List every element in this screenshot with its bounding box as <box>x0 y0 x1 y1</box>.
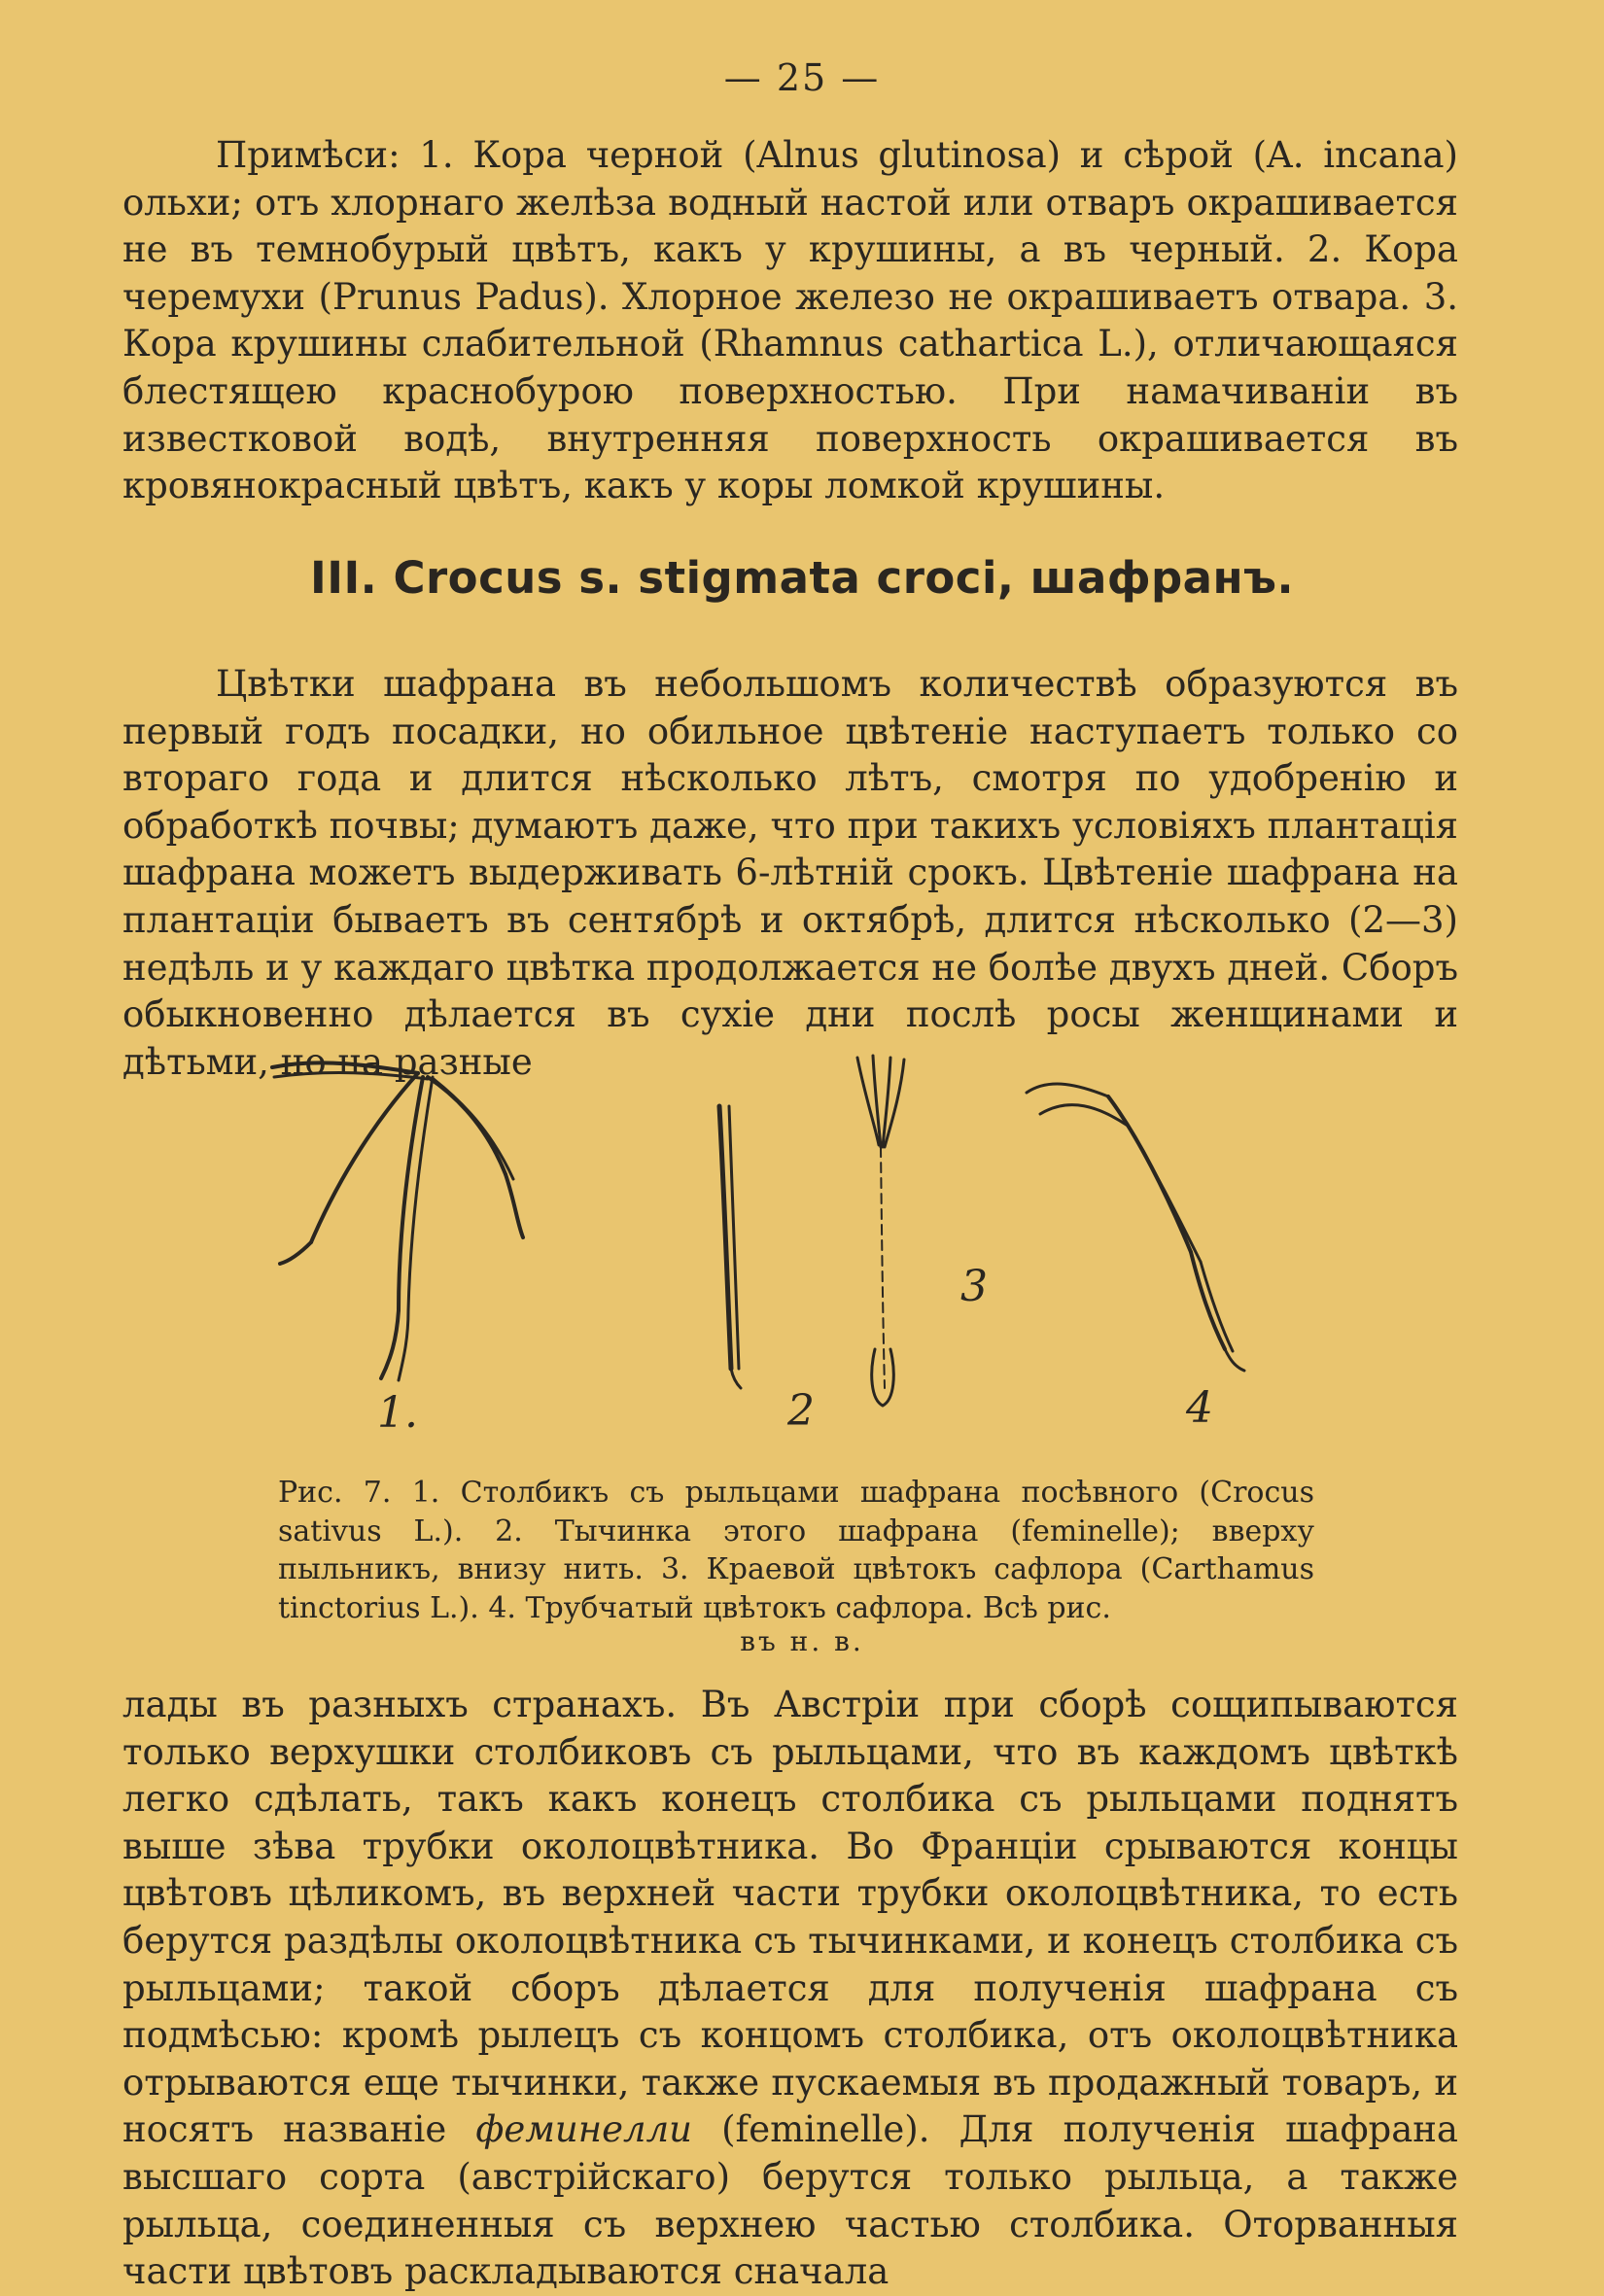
tubular-floret-drawing <box>1027 1084 1244 1371</box>
section-heading: III. Crocus s. stigmata croci, шафранъ. <box>309 552 1295 604</box>
figure-label-2: 2 <box>787 1386 815 1436</box>
saffron-style-drawing <box>272 1062 523 1380</box>
stamen-drawing <box>719 1106 741 1388</box>
figure-7 <box>262 1038 1312 1446</box>
continuation-text-start: лады въ разныхъ странахъ. Въ Австріи при сборѣ сощипываются только верхушки столбиковъ съ рыльцами, что въ каждомъ цвѣткѣ легко сдѣлать, такъ какъ конецъ столбика съ рыльцами поднятъ выше зѣва трубки околоцвѣтника. Во Франціи срываются концы цвѣтовъ цѣликомъ, въ верхней части трубки околоцвѣтника, то есть берутся раздѣлы околоцвѣтника съ тычинками, и конецъ столбика съ рыльцами; такой сборъ дѣлается для полученія шафрана съ подмѣсью: кромѣ рылецъ съ концомъ столбика, отъ околоцвѣтника отрываются еще тычинки, также пускаемыя въ продажный товаръ, и носятъ названіе <box>122 1684 1458 2151</box>
admixtures-paragraph: Примѣси: 1. Кора черной (Alnus glutinosa) и сѣрой (A. incana) ольхи; отъ хлорнаго желѣза водный настой или отваръ окрашивается не въ темнобурый цвѣтъ, какъ у крушины, а въ черный. 2. Кора черемухи (Prunus Padus). Хлорное железо не окрашиваетъ отвара. 3. Кора крушины слабительной (Rhamnus cathartica L.), отличающаяся блестящею краснобурою поверхностью. При намачиваніи въ известковой водѣ, внутренняя поверхность окрашивается въ кровянокрасный цвѣтъ, какъ у коры ломкой крушины. <box>122 134 1458 507</box>
figure-caption-end: въ н. в. <box>740 1625 864 1657</box>
section-paragraph: Цвѣтки шафрана въ небольшомъ количествѣ образуются въ первый годъ посадки, но обильное цвѣтеніе наступаетъ только со втораго года и длится нѣсколько лѣтъ, смотря по удобренію и обработкѣ почвы; думаютъ даже, что при такихъ условіяхъ плантація шафрана можетъ выдерживать 6-лѣтній срокъ. Цвѣтеніе шафрана на плантаціи бываетъ въ сентябрѣ и октябрѣ, длится нѣсколько (2—3) недѣль и у каждаго цвѣтка продолжается не болѣе двухъ дней. Сборъ обыкновенно дѣлается въ сухіе дни послѣ росы женщинами и дѣтьми, но на разные <box>122 663 1458 1083</box>
figure-illustration <box>262 1038 1312 1446</box>
figure-label-4: 4 <box>1186 1383 1213 1433</box>
continuation-text-end: (feminelle). Для полученія шафрана высшаго сорта (австрійскаго) берутся только рыльца, а также рыльца, соединенныя съ верхнею частью столбика. Оторванныя части цвѣтовъ раскладываются сначала <box>122 2108 1458 2293</box>
figure-caption: Рис. 7. 1. Столбикъ съ рыльцами шафрана посѣвного (Crocus sativus L.). 2. Тычинка этого шафрана (feminelle); вверху пыльникъ, внизу нить. 3. Краевой цвѣтокъ сафлора (Carthamus tinctorius L.). 4. Трубчатый цвѣтокъ сафлора. Всѣ рис. <box>278 1476 1314 1625</box>
feminelli-term: феминелли <box>475 2108 692 2151</box>
figure-label-3: 3 <box>960 1262 988 1311</box>
page-number: — 25 — <box>723 56 881 99</box>
marginal-floret-drawing <box>857 1056 904 1406</box>
continuation-paragraph <box>122 1682 1458 2296</box>
figure-label-1: 1. <box>377 1388 418 1438</box>
